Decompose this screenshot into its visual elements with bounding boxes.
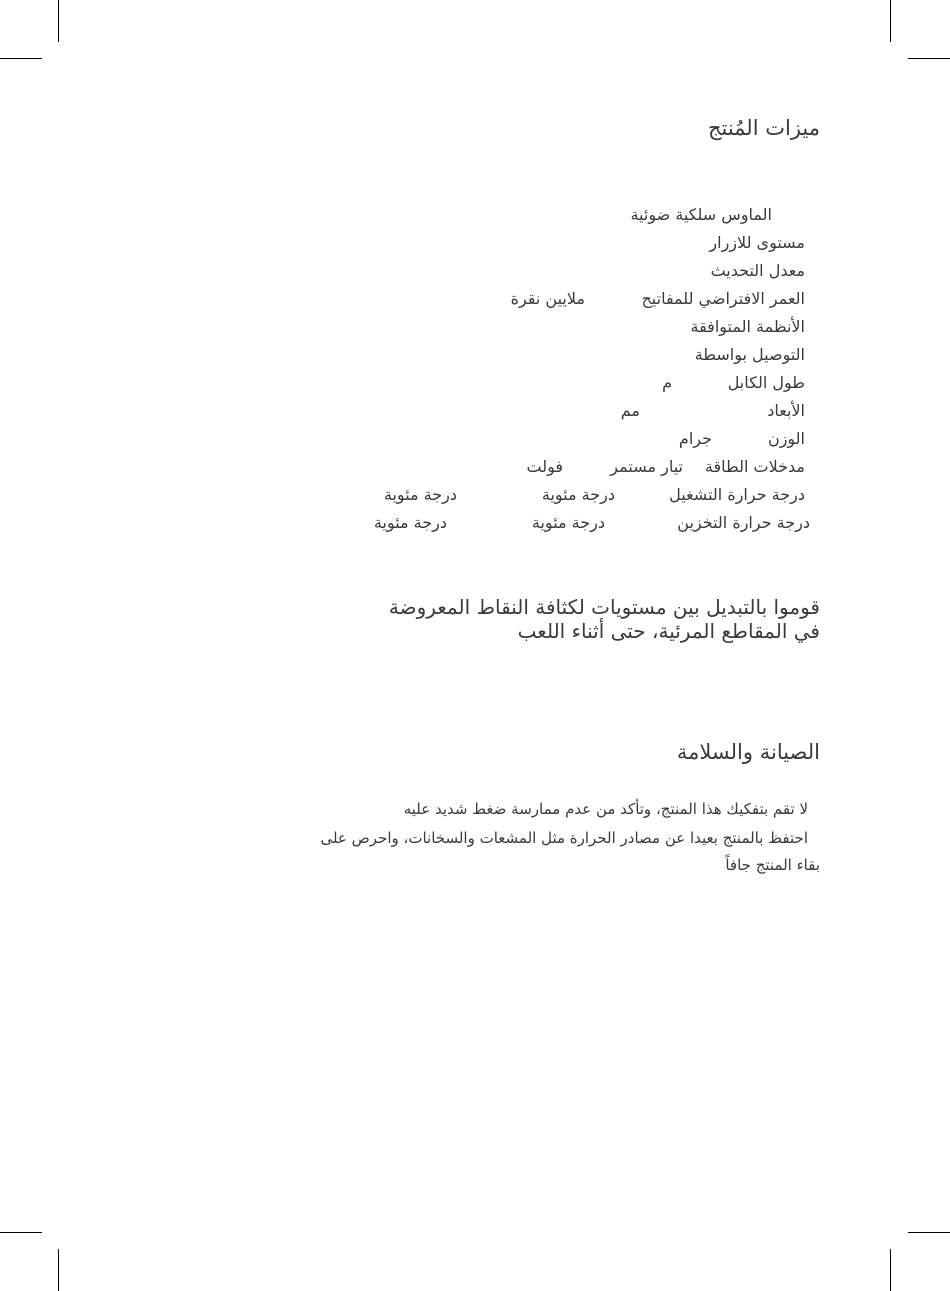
crop-mark-bottom-left-horizontal [0,1232,42,1233]
spec-value: جرام [678,429,712,448]
crop-mark-bottom-right-vertical [890,1249,891,1291]
spec-label: درجة حرارة التخزين [677,513,810,532]
spec-label: معدل التحديث [710,261,805,280]
spec-value: درجة مئوية [373,513,447,532]
dpi-note-line-2: في المقاطع المرئية، حتى أثناء اللعب [517,619,820,643]
crop-mark-top-right-horizontal [908,58,950,59]
crop-mark-top-left-vertical [58,0,59,42]
spec-label: الماوس سلكية ضوئية [630,205,772,224]
crop-mark-bottom-right-horizontal [908,1232,950,1233]
spec-value: مم [620,401,640,420]
maintenance-title: الصيانة والسلامة [676,740,820,764]
features-title: ميزات المُنتج [707,116,820,140]
spec-label: التوصيل بواسطة [694,345,805,364]
crop-mark-bottom-left-vertical [58,1249,59,1291]
dpi-note-line-1: قوموا بالتبديل بين مستويات لكثافة النقاط المعروضة [388,595,820,619]
spec-value: م [662,373,672,392]
spec-value: درجة مئوية [541,485,615,504]
crop-mark-top-right-vertical [890,0,891,42]
spec-label: الأنظمة المتوافقة [690,317,805,336]
spec-label: طول الكابل [727,373,805,392]
spec-value: فولت [526,457,563,476]
spec-value: درجة مئوية [383,485,457,504]
spec-label: درجة حرارة التشغيل [669,485,805,504]
spec-value: تيار مستمر [610,457,683,476]
spec-label: مستوى للازرار [709,233,805,252]
maintenance-line: احتفظ بالمنتج بعيدا عن مصادر الحرارة مثل المشعات والسخانات، واحرص على [320,829,808,847]
maintenance-line: لا تقم بتفكيك هذا المنتج، وتأكد من عدم ممارسة ضغط شديد عليه [403,800,808,818]
spec-label: مدخلات الطاقة [704,457,805,476]
spec-value: درجة مئوية [531,513,605,532]
spec-label: الوزن [767,429,805,448]
maintenance-line: بقاء المنتج جافاً [725,856,820,874]
spec-value: ملايين نقرة [510,289,585,308]
spec-label: العمر الافتراضي للمفاتيح [641,289,805,308]
crop-mark-top-left-horizontal [0,58,42,59]
spec-label: الأبعاد [767,401,805,420]
